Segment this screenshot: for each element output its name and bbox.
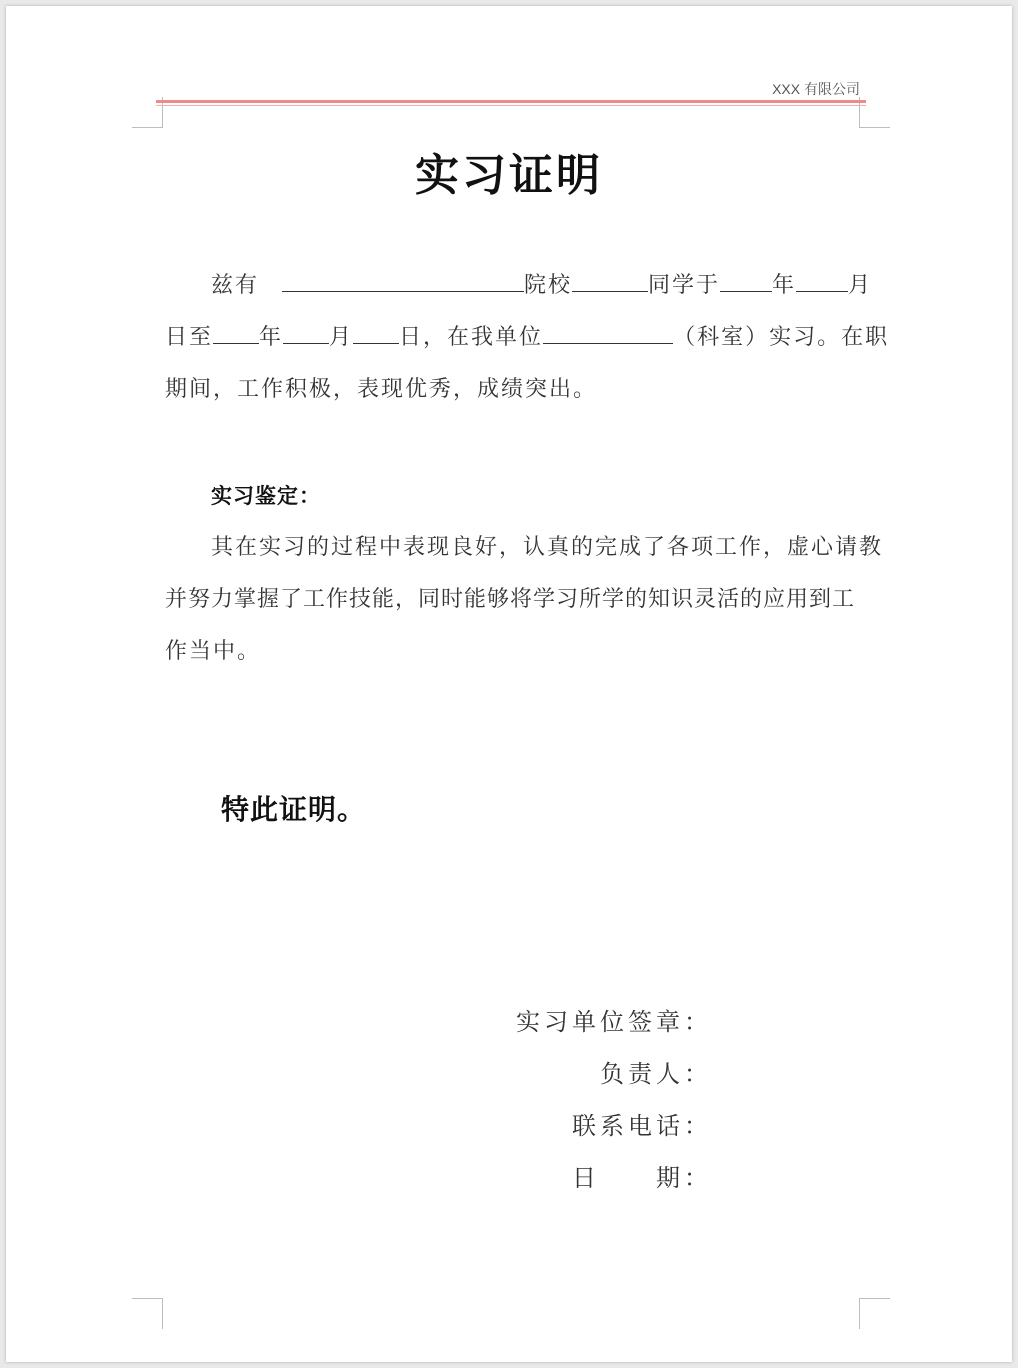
header-rule [156, 100, 866, 103]
body-line-3: 期间，工作积极，表现优秀，成绩突出。 [165, 377, 598, 402]
start-month-blank [796, 271, 848, 292]
text-segment: 院校 [524, 273, 573, 298]
margin-corner-bottom-right [859, 1298, 890, 1329]
signature-unit-seal: 实习单位签章： [516, 1008, 712, 1036]
department-blank [543, 323, 673, 344]
appraisal-line-3: 作当中。 [165, 639, 262, 664]
end-month-blank [353, 323, 399, 344]
certification-statement: 特此证明。 [221, 793, 367, 826]
signature-person-in-charge: 负责人： [600, 1060, 712, 1088]
text-segment: 年 [259, 325, 284, 350]
header-company-name: XXX 有限公司 [772, 81, 860, 97]
appraisal-line-2: 并努力掌握了工作技能，同时能够将学习所学的知识灵活的应用到工 [165, 587, 856, 612]
appraisal-line-1: 其在实习的过程中表现良好，认真的完成了各项工作，虚心请教 [211, 535, 884, 560]
text-segment: 日至 [165, 325, 214, 350]
signature-phone: 联系电话： [572, 1112, 712, 1140]
end-year-blank [283, 323, 329, 344]
body-line-2 [165, 320, 890, 351]
appraisal-heading: 实习鉴定： [211, 483, 321, 508]
text-segment: 同学于 [648, 273, 721, 298]
body-line-1 [165, 268, 873, 299]
signature-date: 日 期： [572, 1164, 712, 1192]
text-segment: 年 [772, 273, 797, 298]
margin-corner-bottom-left [132, 1298, 163, 1329]
start-day-blank [213, 323, 259, 344]
text-segment: 日，在我单位 [399, 325, 544, 350]
text-segment: 月 [329, 325, 354, 350]
document-page [6, 6, 1012, 1362]
start-year-blank [720, 271, 772, 292]
text-segment: 兹有 [211, 273, 260, 298]
document-title: 实习证明 [415, 150, 603, 201]
school-blank [282, 271, 524, 292]
text-segment: 月 [848, 273, 873, 298]
student-name-blank [572, 271, 648, 292]
header-rule-secondary [156, 105, 866, 106]
text-segment: （科室）实习。在职 [673, 325, 890, 350]
